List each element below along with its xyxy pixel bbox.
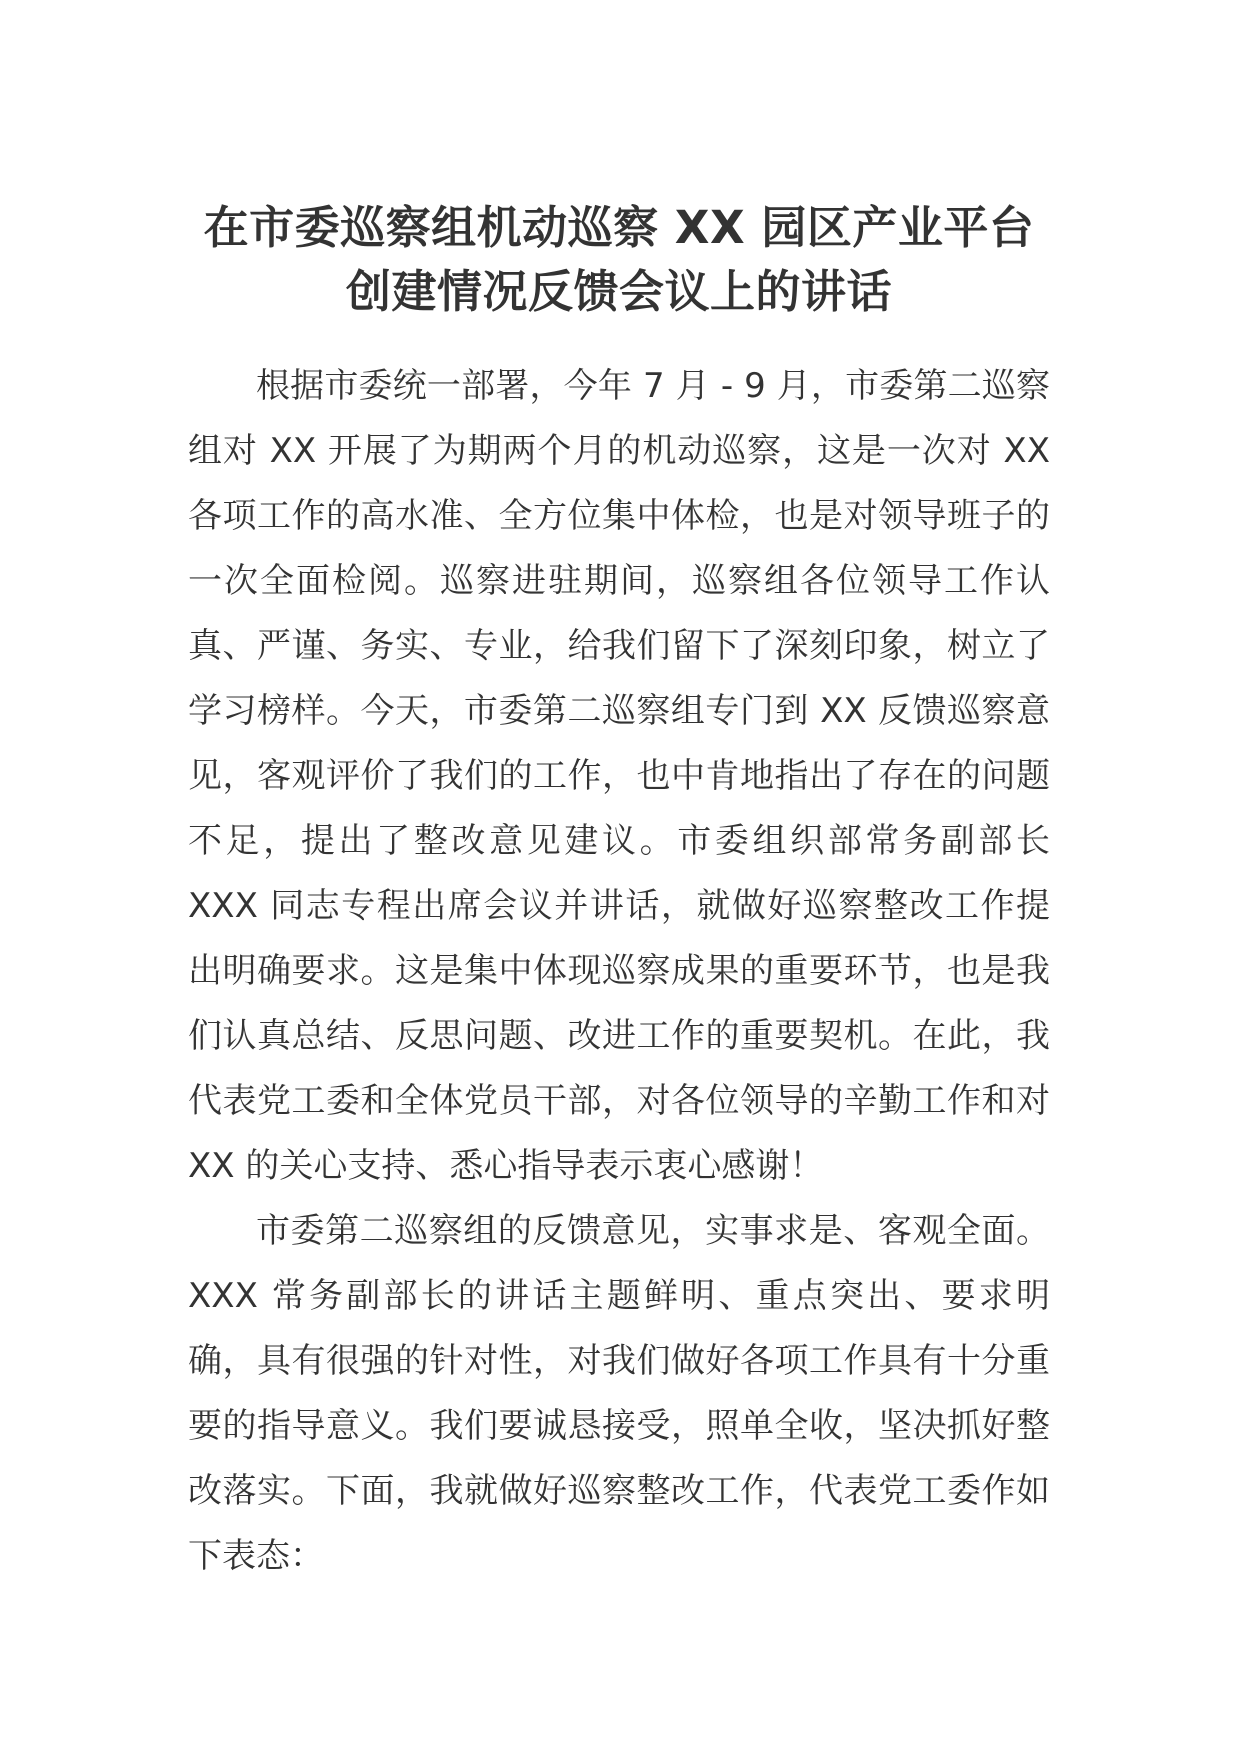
document-title [188,196,1050,324]
title-line-1: 在市委巡察组机动巡察 XX 园区产业平台 [203,201,1035,254]
paragraph-2: 市委第二巡察组的反馈意见，实事求是、客观全面。XXX 常务副部长的讲话主题鲜明、重点突出、要求明确，具有很强的针对性，对我们做好各项工作具有十分重要的指导意义。我们要诚恳接受，照单全收，坚决抓好整改落实。下面，我就做好巡察整改工作，代表党工委作如下表态： [188,1211,1050,1576]
paragraph-1: 根据市委统一部署，今年 7 月 - 9 月，市委第二巡察组对 XX 开展了为期两个月的机动巡察，这是一次对 XX 各项工作的高水准、全方位集中体检，也是对领导班子的一次全面检阅。巡察进驻期间，巡察组各位领导工作认真、严谨、务实、专业，给我们留下了深刻印象，树立了学习榜样。今天，市委第二巡察组专门到 XX 反馈巡察意见，客观评价了我们的工作，也中肯地指出了存在的问题不足，提出了整改意见建议。市委组织部常务副部长 XXX 同志专程出席会议并讲话，就做好巡察整改工作提出明确要求。这是集中体现巡察成果的重要环节，也是我们认真总结、反思问题、改进工作的重要契机。在此，我代表党工委和全体党员干部，对各位领导的辛勤工作和对 XX 的关心支持、悉心指导表示衷心感谢！ [188,366,1050,1186]
title-line-2: 创建情况反馈会议上的讲话 [345,265,892,318]
document-page [188,196,1050,1589]
document-body [188,354,1050,1589]
